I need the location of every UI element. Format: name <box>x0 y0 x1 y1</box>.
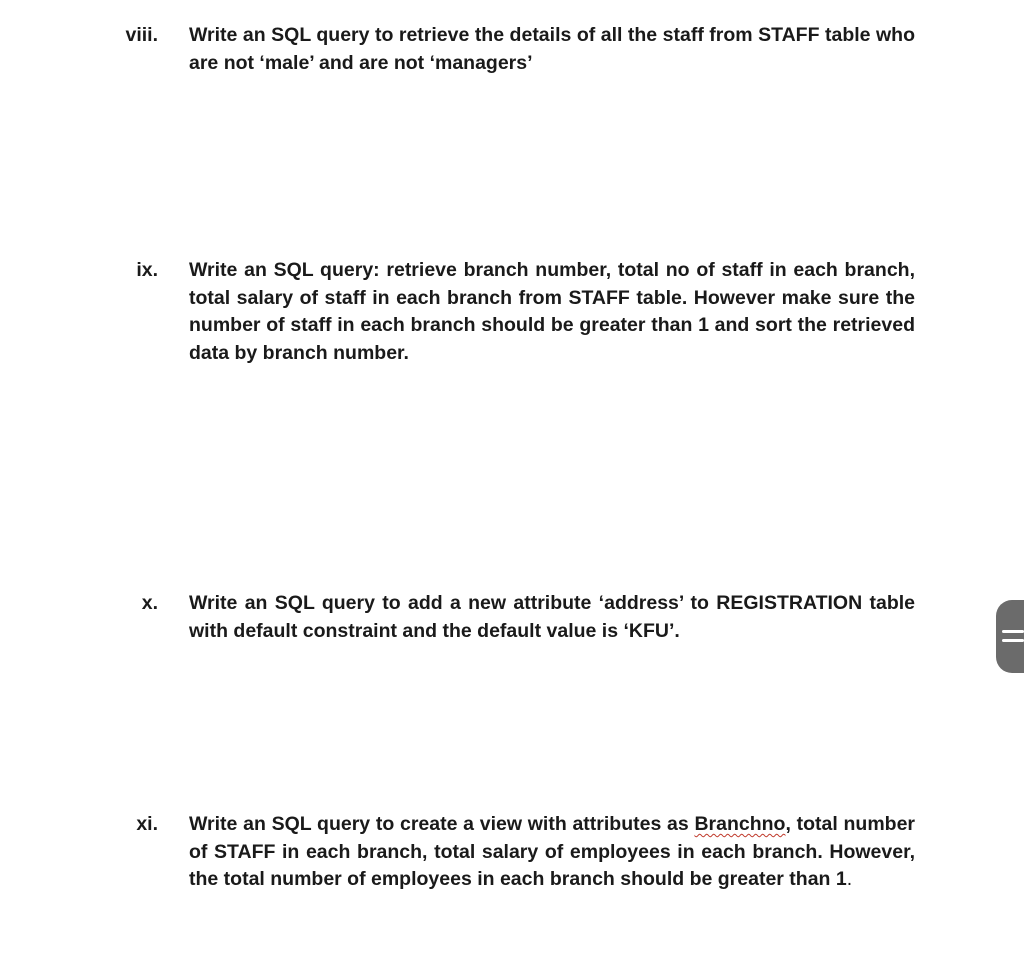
question-text-part: , total number of STAFF in each branch, total salary of employees in each branch. However, the total number of employees in each branch should be greater than 1 <box>189 813 915 890</box>
spellcheck-flagged-word[interactable]: Branchno <box>694 813 786 835</box>
side-panel-handle[interactable] <box>996 600 1024 673</box>
question-text-part: Write an SQL query to create a view with attributes as <box>189 813 695 835</box>
question-number: x. <box>141 592 158 614</box>
question-text-period: . <box>846 868 853 890</box>
question-text: Write an SQL query to add a new attribute ‘address’ to REGISTRATION table with default constraint and the default value is ‘KFU’. <box>189 592 915 642</box>
question-number: ix. <box>136 259 158 281</box>
question-text: Write an SQL query to retrieve the details of all the staff from STAFF table who are not ‘male’ and are not ‘managers’ <box>189 24 915 74</box>
question-number: viii. <box>125 24 158 46</box>
question-number: xi. <box>136 813 158 835</box>
question-text <box>189 811 915 894</box>
question-text: Write an SQL query: retrieve branch number, total no of staff in each branch, total salary of staff in each branch from STAFF table. However make sure the number of staff in each branch should be greater than 1 and sort the retrieved data by branch number. <box>189 259 915 364</box>
